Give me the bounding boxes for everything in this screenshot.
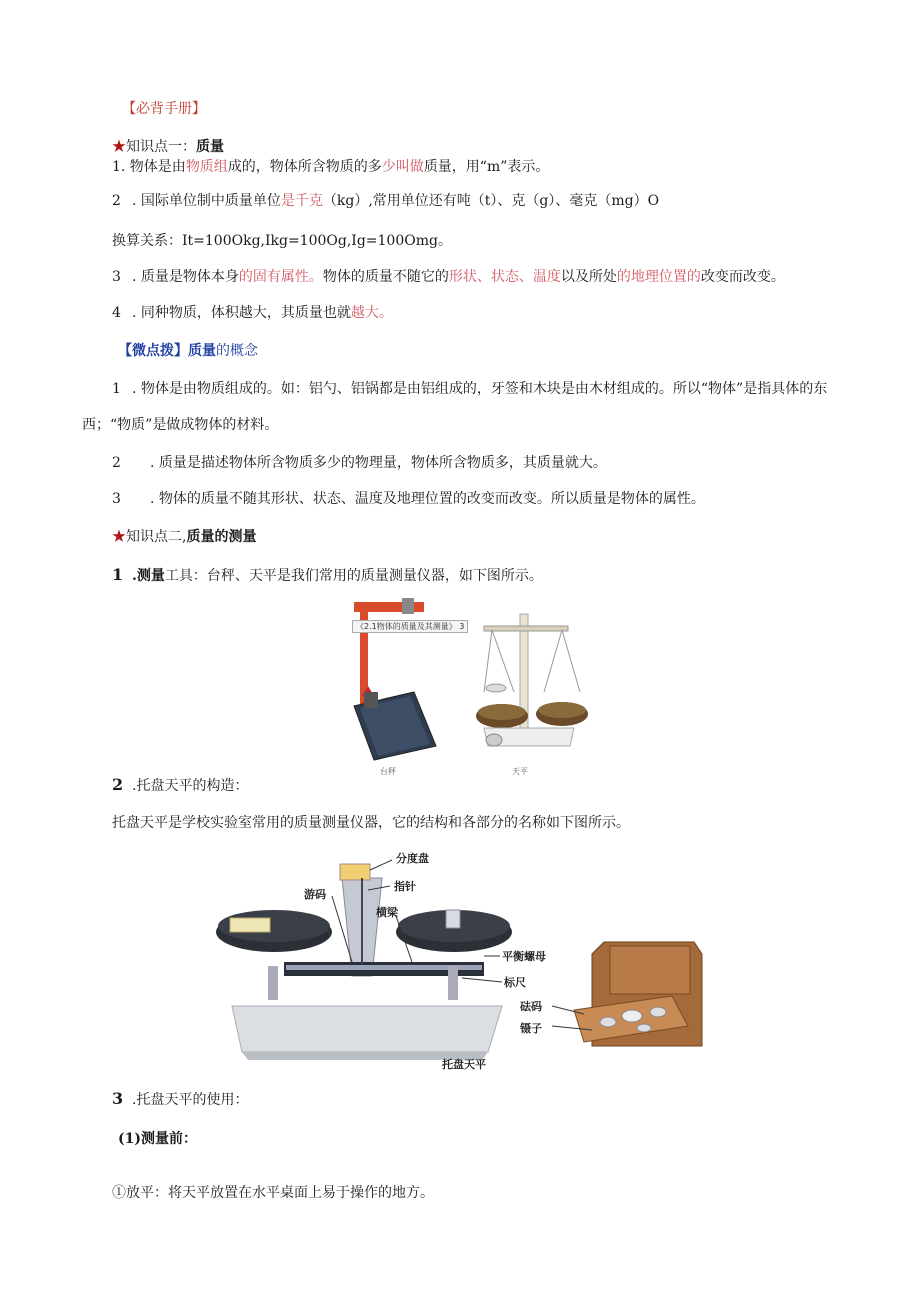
tray-balance-diagram [212,846,712,1074]
k1-line-2: 2 . 国际单位制中质量单位是千克（kg）,常用单位还有吨（t）、克（g）、毫克（mg）O [112,193,660,209]
scales-photo [344,596,592,780]
tip-line-1: 1 . 物体是由物质组成的。如：铝勺、铝锅都是由铝组成的，牙签和木块是由木材组成的。所以“物体”是指具体的东 [112,381,828,397]
diagram-caption: 托盘天平 [442,1058,486,1071]
step-1-level: ①放平：将天平放置在水平桌面上易于操作的地方。 [112,1185,434,1201]
k1-line-4: 3 . 质量是物体本身的固有属性。物体的质量不随它的形状、状态、温度以及所处的地理位置的改变而改变。 [112,269,785,285]
k1-heading: ★知识点一：质量 [112,139,224,155]
k2-heading: ★知识点二,质量的测量 [112,529,257,545]
before-measure-heading: (1)测量前： [118,1131,197,1147]
k2-line-1: 1 .测量工具：台秤、天平是我们常用的质量测量仪器，如下图所示。 [112,565,543,584]
tray-balance-illustration [212,846,712,1074]
section-title: 【必背手册】 [122,101,206,117]
label-tweezers: 镊子 [520,1022,542,1035]
tip-line-3: 3 . 物体的质量不随其形状、状态、温度及地理位置的改变而改变。所以质量是物体的属性。 [112,491,705,507]
caption-balance: 天平 [512,767,528,776]
label-weights: 砝码 [520,1000,542,1013]
tip-line-2: 2 . 质量是描述物体所含物质多少的物理量，物体所含物质多，其质量就大。 [112,455,607,471]
label-pointer: 指针 [394,880,416,893]
k1-line-5: 4 . 同种物质，体积越大，其质量也就越大。 [112,305,393,321]
label-beam: 横梁 [376,906,398,919]
label-balance-nut: 平衡螺母 [502,950,546,963]
k2-line-2-desc: 托盘天平是学校实验室常用的质量测量仪器，它的结构和各部分的名称如下图所示。 [112,815,630,831]
star-icon: ★ [112,529,126,545]
k1-line-3: 换算关系：It=100Okg,Ikg=100Og,Ig=100Omg。 [112,233,452,249]
star-icon: ★ [112,139,126,155]
label-scale: 标尺 [504,976,526,989]
k2-line-2: 2 .托盘天平的构造： [112,775,249,794]
k2-line-3: 3 .托盘天平的使用： [112,1089,249,1108]
image-caption-tag: 《2.1物体的质量及其测量》 3 [352,620,468,633]
label-rider: 游码 [304,888,326,901]
tip-line-1-cont: 西；“物质”是做成物体的材料。 [82,417,279,433]
k1-line-1: 1. 物体是由物质组成的，物体所含物质的多少叫做质量，用“m”表示。 [112,159,550,175]
label-dial: 分度盘 [396,852,429,865]
tip-heading: 【微点拨】质量的概念 [118,343,258,359]
caption-platform-scale: 台秤 [380,767,396,776]
